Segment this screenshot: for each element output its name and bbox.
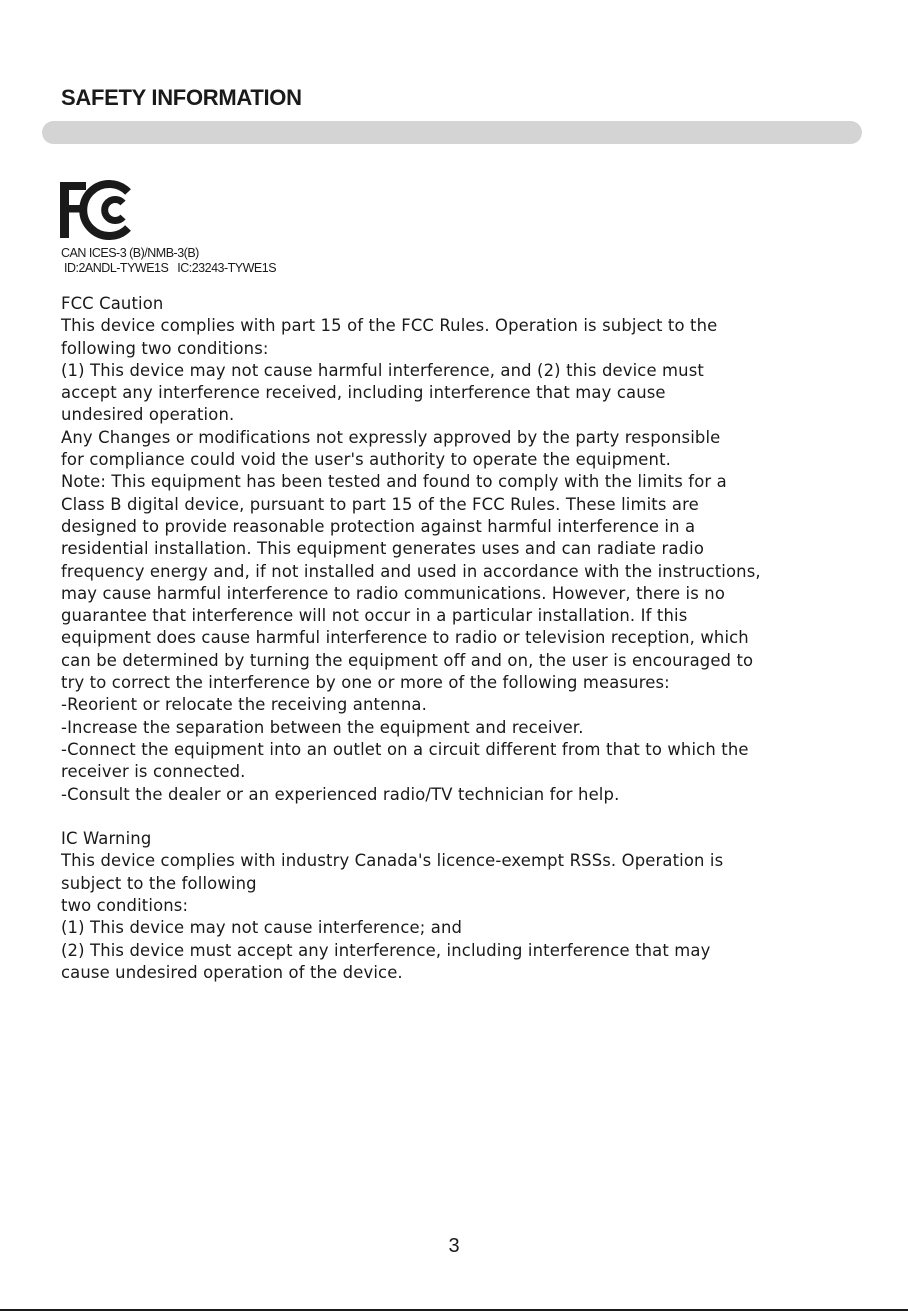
fcc-caution-line: for compliance could void the user's authority to operate the equipment.	[61, 450, 672, 470]
certification-line-ids: ID:2ANDL-TYWE1S IC:23243-TYWE1S	[64, 260, 277, 275]
page-title: SAFETY INFORMATION	[61, 85, 302, 110]
title-divider-bar	[42, 121, 862, 144]
fcc-caution-line: (1) This device may not cause harmful interference, and (2) this device must	[61, 360, 704, 380]
safety-body-text	[61, 293, 861, 984]
fcc-caution-line: Class B digital device, pursuant to part 15 of the FCC Rules. These limits are	[61, 494, 699, 514]
fcc-caution-line: following two conditions:	[61, 338, 269, 358]
fcc-caution-heading: FCC Caution	[61, 294, 164, 313]
fcc-caution-line: -Increase the separation between the equipment and receiver.	[61, 717, 584, 737]
section-spacer	[61, 806, 861, 828]
ic-warning-line: This device complies with industry Canada's licence-exempt RSSs. Operation is	[61, 851, 724, 871]
fcc-caution-line: can be determined by turning the equipment off and on, the user is encouraged to	[61, 650, 754, 670]
page-bottom-rule	[0, 1309, 908, 1311]
ic-warning-line: (1) This device may not cause interference; and	[61, 918, 463, 938]
fcc-caution-line: try to correct the interference by one or more of the following measures:	[61, 673, 670, 693]
ic-warning-heading: IC Warning	[61, 829, 152, 849]
fcc-caution-line: may cause harmful interference to radio communications. However, there is no	[61, 583, 726, 603]
fcc-caution-line: undesired operation.	[61, 405, 235, 425]
fcc-logo-icon	[59, 180, 131, 240]
page-number: 3	[448, 1235, 460, 1257]
fcc-caution-line: Note: This equipment has been tested and found to comply with the limits for a	[61, 472, 727, 492]
ic-warning-line: two conditions:	[61, 896, 189, 916]
fcc-caution-line: -Consult the dealer or an experienced radio/TV technician for help.	[61, 784, 620, 804]
fcc-caution-line: accept any interference received, including interference that may cause	[61, 383, 666, 403]
ic-warning-line: (2) This device must accept any interference, including interference that may	[61, 940, 711, 960]
fcc-caution-line: residential installation. This equipment generates uses and can radiate radio	[61, 539, 705, 559]
fcc-caution-line: designed to provide reasonable protection against harmful interference in a	[61, 516, 696, 536]
fcc-caution-line: This device complies with part 15 of the FCC Rules. Operation is subject to the	[61, 316, 718, 336]
certification-line-ices: CAN ICES-3 (B)/NMB-3(B)	[61, 246, 199, 260]
fcc-caution-line: frequency energy and, if not installed and used in accordance with the instructions,	[61, 561, 761, 581]
fcc-caution-line: -Reorient or relocate the receiving antenna.	[61, 695, 427, 715]
fcc-caution-line: guarantee that interference will not occur in a particular installation. If this	[61, 606, 688, 626]
fcc-caution-line: receiver is connected.	[61, 762, 246, 782]
ic-warning-line: cause undesired operation of the device.	[61, 962, 403, 982]
fcc-caution-line: Any Changes or modifications not expressly approved by the party responsible	[61, 427, 721, 447]
fcc-caution-line: equipment does cause harmful interference to radio or television reception, which	[61, 628, 749, 648]
ic-warning-line: subject to the following	[61, 873, 257, 893]
fcc-caution-line: -Connect the equipment into an outlet on a circuit different from that to which the	[61, 739, 749, 759]
certification-ids	[61, 246, 276, 275]
